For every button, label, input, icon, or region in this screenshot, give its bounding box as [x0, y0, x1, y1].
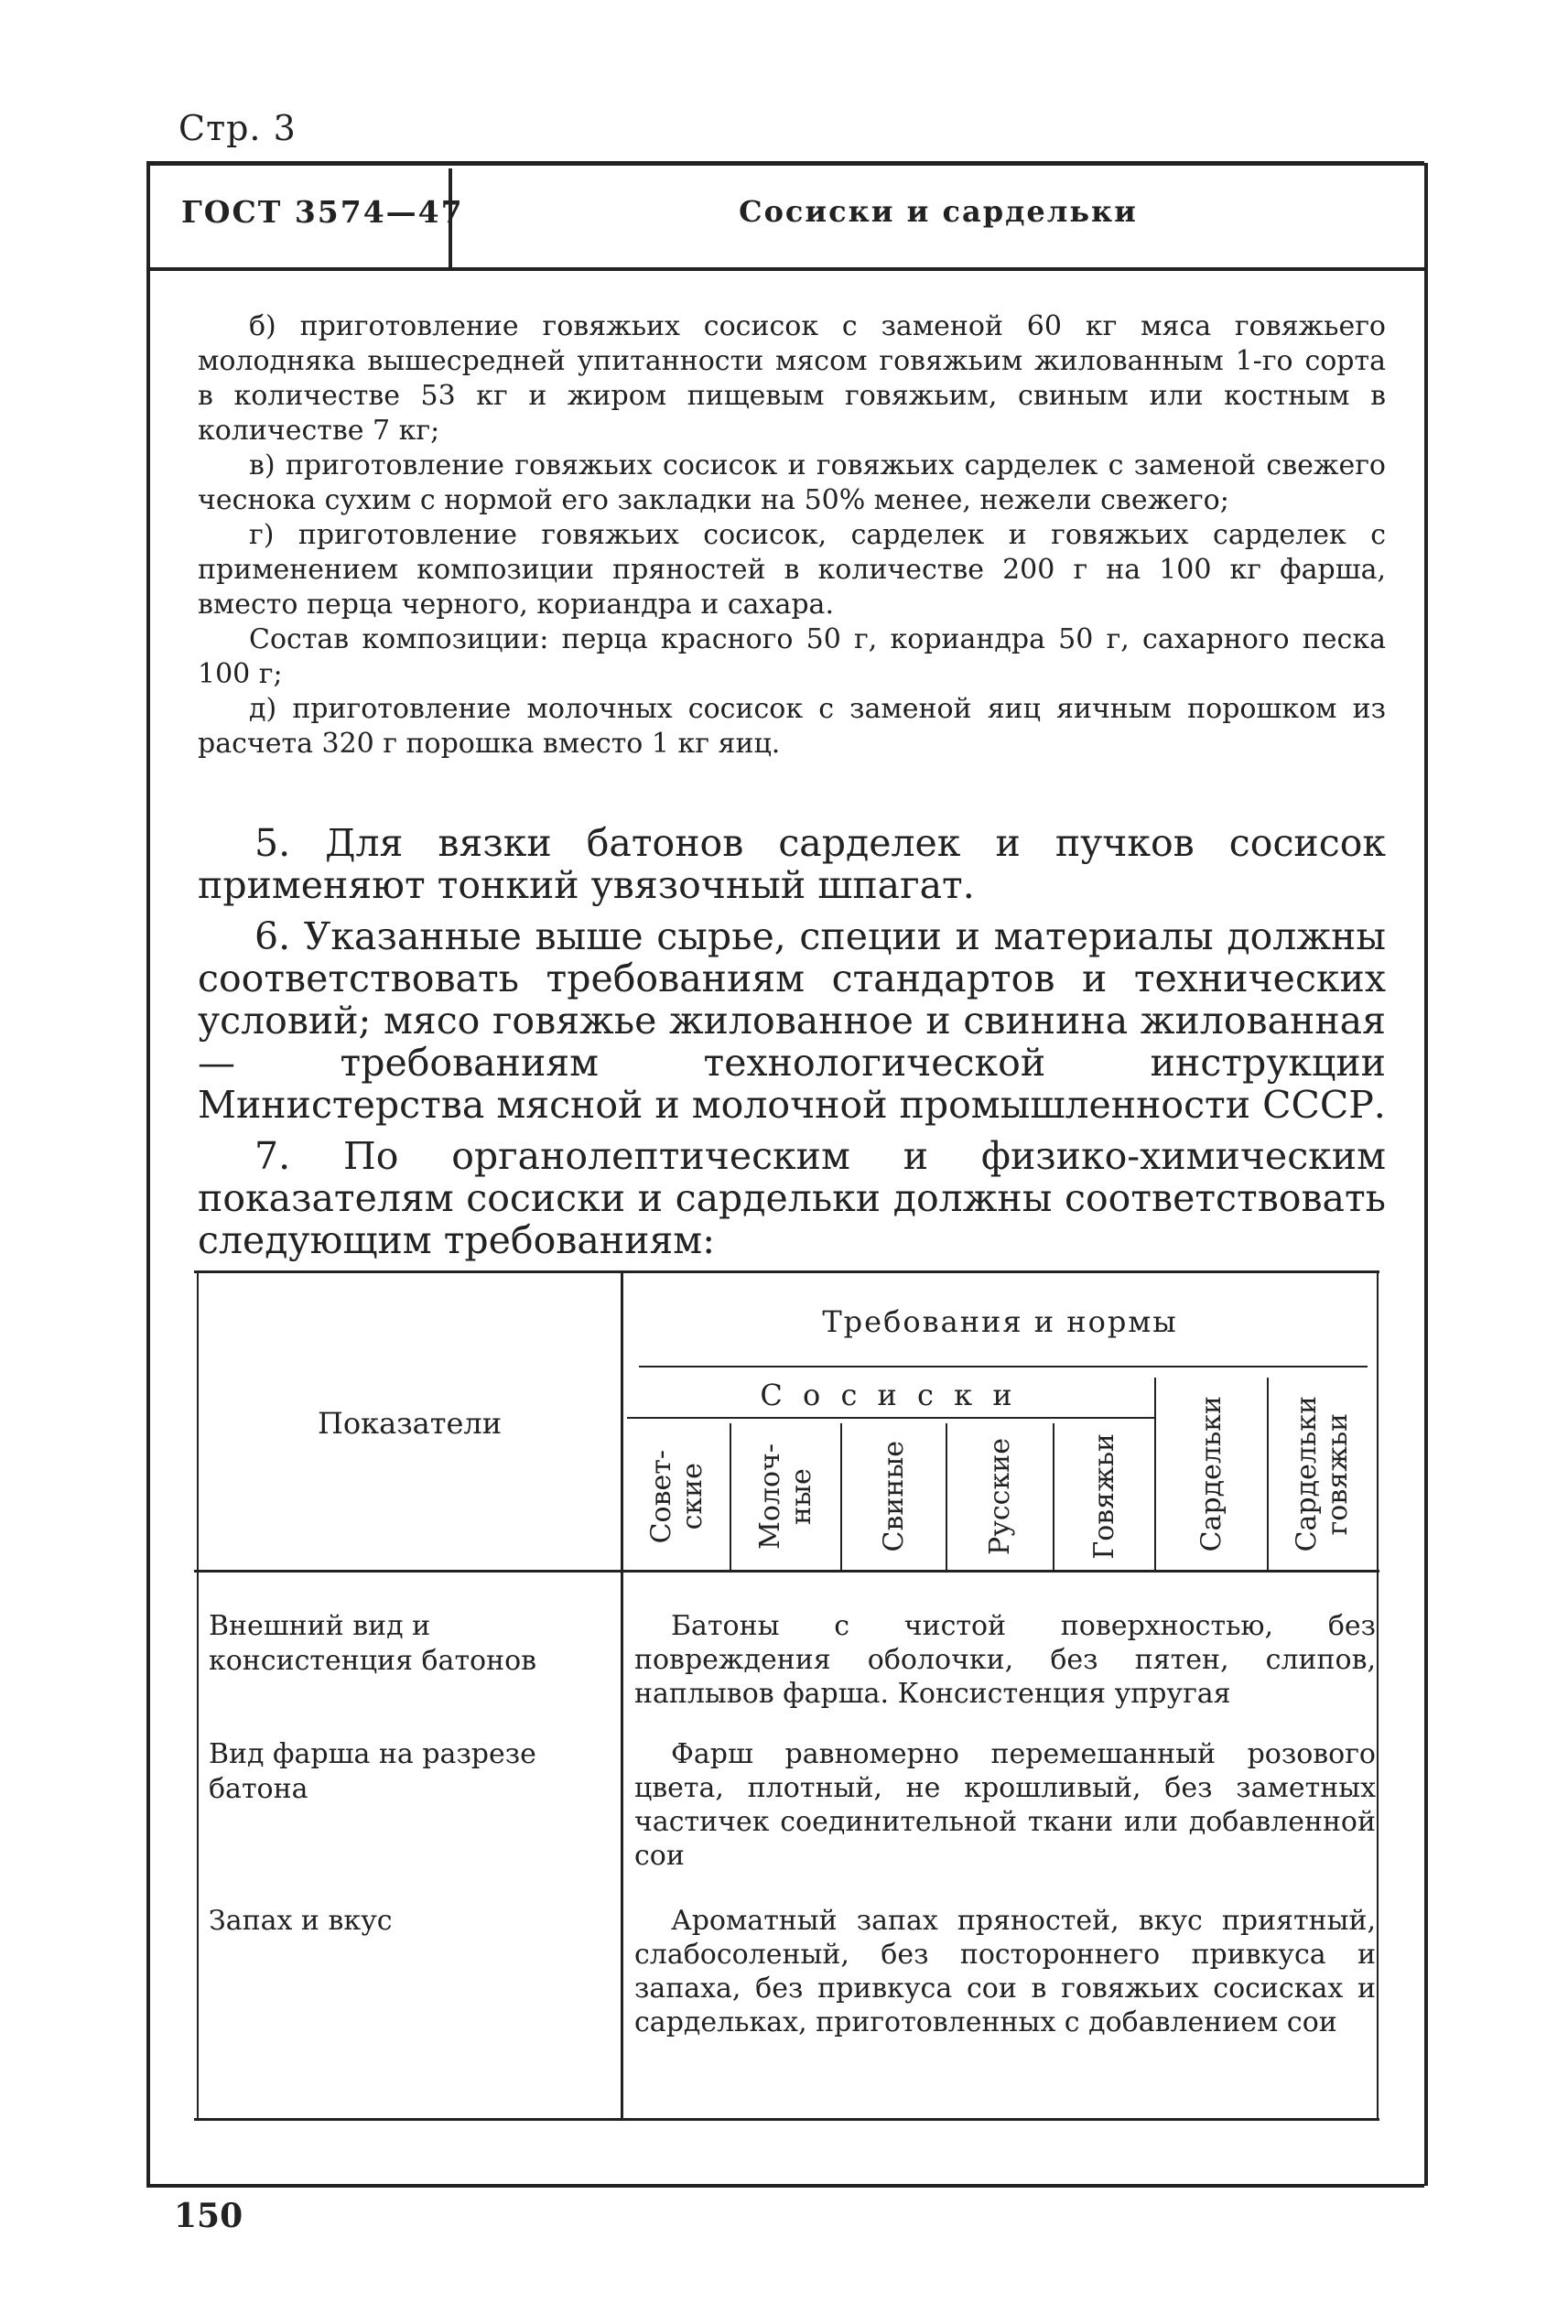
page-label: Стр. 3: [178, 108, 297, 148]
header-bottom-rule: [146, 267, 1424, 271]
table-row-norm: Батоны с чистой поверхностью, без повреждения оболочки, без пятен, слипов, наплывов фарша. Консистенция упругая: [634, 1610, 1376, 1710]
header-svinye: Свиные: [877, 1441, 910, 1552]
paragraph-7: 7. По органолептическим и физико-химическим показателям сосиски и сардельки должны соответствовать следующим требованиям:: [198, 1134, 1386, 1262]
table-row-norm: Фарш равномерно перемешанный розового цвета, плотный, не крошливый, без заметных частичек соединительной ткани или добавленной сои: [634, 1738, 1376, 1872]
standard-number: ГОСТ 3574—47: [181, 194, 464, 230]
requirements-underline: [639, 1366, 1368, 1367]
paragraph-composition: Состав композиции: перца красного 50 г, кориандра 50 г, сахарного песка 100 г;: [198, 623, 1386, 690]
header-sosiski-group: С о с и с к и: [760, 1378, 1018, 1412]
page-number: 150: [174, 2197, 243, 2235]
table-row-indicator: Запах и вкус: [209, 1905, 393, 1937]
table-row-norm: Ароматный запах пряностей, вкус приятный, слабосоленый, без постороннего привкуса и запаха, без привкуса сои в говяжьих сосисках и сардельках, приготовленных с добавлением сои: [634, 1905, 1376, 2038]
paragraph-v: в) приготовление говяжьих сосисок и говяжьих сарделек с заменой свежего чеснока сухим с нормой его закладки на 50% менее, нежели свежего;: [198, 449, 1386, 516]
header-molochnye: Молоч- ные: [753, 1443, 817, 1550]
table-row-indicator: Вид фарша на разрезе батона: [209, 1738, 536, 1805]
table-left-rule: [197, 1270, 199, 2120]
header-sardelki-govyazhi: Сардельки говяжьи: [1291, 1395, 1354, 1552]
main-text: [198, 822, 1386, 1270]
table-right-rule: [1377, 1270, 1379, 2120]
header-russkie: Русские: [983, 1438, 1016, 1555]
sosiski-underline: [627, 1417, 1154, 1419]
header-govyazhi: Говяжьи: [1087, 1433, 1120, 1560]
table-top-rule: [194, 1270, 1379, 1273]
intro-text: [198, 309, 1386, 762]
header-sovetskie: Совет- ские: [644, 1449, 708, 1544]
header-requirements: Требования и нормы: [822, 1304, 1178, 1339]
table-bottom-rule: [194, 2118, 1379, 2121]
paragraph-g: г) приготовление говяжьих сосисок, сарделек и говяжьих сарделек с применением композиции пряностей в количестве 200 г на 100 кг фарша, вместо перца черного, кориандра и сахара.: [198, 519, 1386, 621]
paragraph-6: 6. Указанные выше сырье, специи и материалы должны соответствовать требованиям стандартов и технических условий; мясо говяжье жилованное и свинина жилованная — требованиям технологической инструкции Министерства мясной и молочной промышленности СССР.: [198, 914, 1386, 1127]
footer-rule: [146, 2184, 1424, 2188]
paragraph-b: б) приготовление говяжьих сосисок с заменой 60 кг мяса говяжьего молодняка вышесредней упитанности мясом говяжьим жилованным 1-го сорта в количестве 53 кг и жиром пищевым говяжьим, свиным или костным в количестве 7 кг;: [198, 310, 1386, 447]
paragraph-d: д) приготовление молочных сосисок с заменой яиц яичным порошком из расчета 320 г порошка вместо 1 кг яиц.: [198, 693, 1386, 760]
header-indicators: Показатели: [317, 1406, 503, 1441]
table-row-indicator: Внешний вид и консистенция батонов: [209, 1610, 537, 1677]
document-title: Сосиски и сардельки: [739, 194, 1138, 229]
table-header-rule: [194, 1570, 1379, 1573]
paragraph-5: 5. Для вязки батонов сарделек и пучков сосисок применяют тонкий увязочный шпагат.: [198, 821, 1386, 907]
header-sardelki: Сардельки: [1195, 1395, 1227, 1552]
header-top-rule: [146, 161, 1424, 166]
